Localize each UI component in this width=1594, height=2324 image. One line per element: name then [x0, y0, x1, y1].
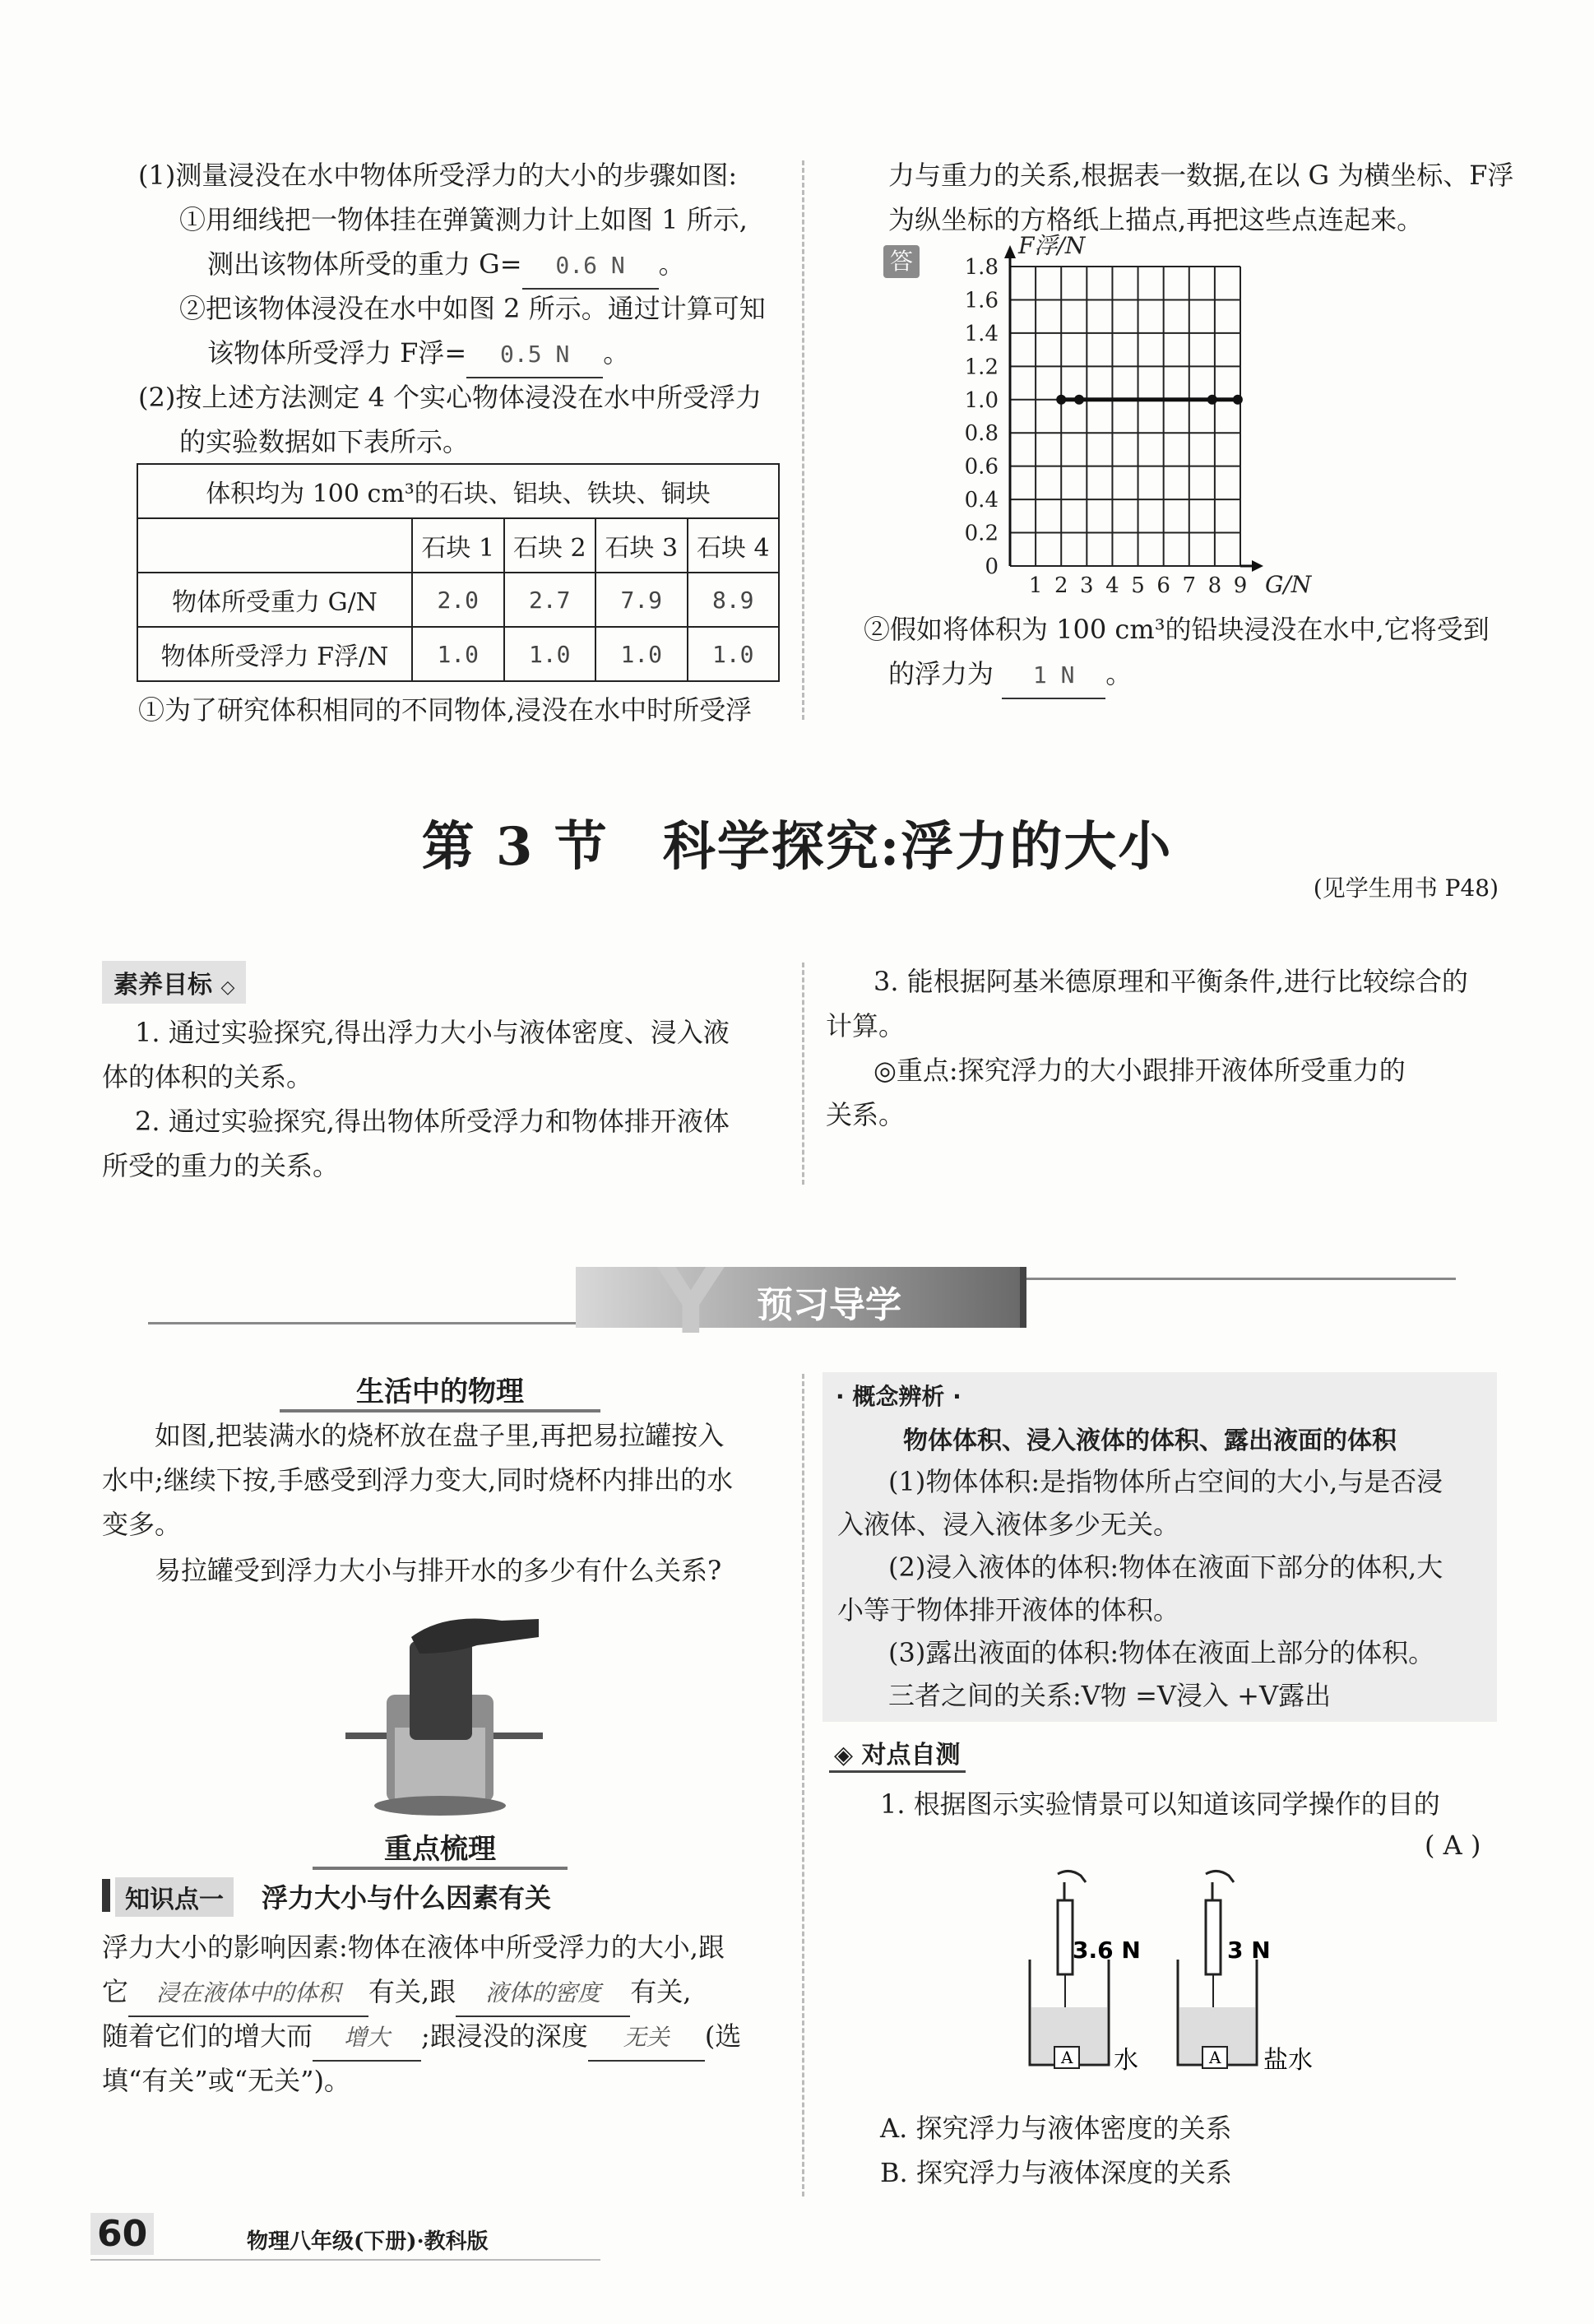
table-cell: 8.9: [688, 573, 780, 627]
data-point: [1207, 395, 1217, 405]
y-tick-label: 0.2: [964, 521, 999, 546]
x-tick-label: 5: [1131, 573, 1145, 598]
right-q2: ②假如将体积为 100 cm³的铅块浸没在水中,它将受到: [864, 614, 1490, 645]
y-tick-label: 1.8: [964, 255, 999, 280]
data-point: [1074, 395, 1084, 405]
concept-2: (2)浸入液体的体积:物体在液面下部分的体积,大: [888, 1552, 1443, 1583]
x-axis-arrow: [1252, 560, 1263, 572]
key-point: ◎重点:探究浮力的大小跟排开液体所受重力的: [873, 1055, 1406, 1086]
k1-line-1: 浮力大小的影响因素:物体在液体中所受浮力的大小,跟: [102, 1932, 725, 1963]
right-text-1: 力与重力的关系,根据表一数据,在以 G 为横坐标、F浮: [888, 160, 1514, 191]
banner: [576, 1249, 1026, 1354]
k1-line3-post: (选: [704, 2020, 742, 2052]
y-tick-label: 1.4: [964, 321, 999, 346]
life-p1: 如图,把装满水的烧杯放在盘子里,再把易拉罐按入: [155, 1420, 725, 1451]
k1-line2-post: 有关,: [630, 1976, 692, 2007]
y-tick-label: 0.6: [964, 454, 999, 480]
q2-end: 。: [1105, 658, 1133, 689]
block-label: A: [1209, 2048, 1221, 2067]
x-tick-label: 7: [1182, 573, 1197, 598]
right-q2-line: [888, 652, 1132, 699]
row-label: 物体所受重力 G/N: [137, 573, 412, 627]
reading-1: 3.6 N: [1073, 1937, 1141, 1964]
table-row: [137, 573, 779, 627]
k1-line-2: [102, 1969, 691, 2017]
table-cell: 1.0: [688, 627, 780, 681]
chart-ticks: [965, 255, 1248, 598]
table-corner: [137, 518, 412, 573]
liquid-2: 盐水: [1263, 2046, 1313, 2075]
y-tick-label: 1.0: [964, 387, 999, 413]
beaker-can-photo: [337, 1604, 551, 1818]
blank-density: 液体的密度: [456, 1971, 630, 2017]
goal-2: 2. 通过实验探究,得出物体所受浮力和物体排开液体: [135, 1106, 730, 1137]
goal-1: 1. 通过实验探究,得出浮力大小与液体密度、浸入液: [135, 1017, 730, 1048]
q2-answer-blank: 1 N: [1002, 653, 1105, 699]
life-header-text: 生活中的物理: [356, 1375, 524, 1408]
self-test-q1: 1. 根据图示实验情景可以知道该同学操作的目的: [880, 1788, 1440, 1820]
concept-1: (1)物体体积:是指物体所占空间的大小,与是否浸: [888, 1466, 1443, 1497]
q1-title: (1)测量浸没在水中物体所受浮力的大小的步骤如图:: [138, 160, 738, 191]
goal-3-cont: 计算。: [826, 1010, 906, 1041]
step1-text: ①用细线把一物体挂在弹簧测力计上如图 1 所示,: [179, 204, 748, 235]
q2-prefix: 的浮力为: [888, 658, 994, 689]
concept-title: 物体体积、浸入液体的体积、露出液面的体积: [903, 1426, 1397, 1455]
diamond-icon: ◈: [834, 1741, 854, 1770]
life-question: 易拉罐受到浮力大小与排开水的多少有什么关系?: [155, 1555, 722, 1586]
banner-letter: Y: [658, 1249, 724, 1354]
diamond-icon: ◇: [220, 977, 235, 998]
y-axis-arrow: [1004, 245, 1016, 258]
self-test-label: [829, 1734, 966, 1773]
table-header: 石块 1: [412, 518, 504, 573]
answer-tag: 答: [883, 245, 920, 278]
y-tick-label: 0.8: [964, 421, 999, 447]
y-tick-label: 1.6: [964, 288, 999, 313]
row-label: 物体所受浮力 F浮/N: [137, 627, 412, 681]
blank-increase: 增大: [313, 2016, 421, 2062]
chart-series: [1056, 395, 1243, 405]
y-tick-label: 0: [985, 554, 999, 579]
concept-1-cont: 入液体、浸入液体多少无关。: [837, 1509, 1180, 1540]
key-header: [313, 1826, 568, 1870]
goal-3: 3. 能根据阿基米德原理和平衡条件,进行比较综合的: [873, 966, 1468, 997]
block-label: A: [1061, 2048, 1073, 2067]
concept-3: (3)露出液面的体积:物体在液面上部分的体积。: [888, 1637, 1435, 1668]
table-row: [137, 627, 779, 681]
liquid-1: 水: [1114, 2046, 1138, 2075]
concept-2-cont: 小等于物体排开液体的体积。: [837, 1594, 1180, 1626]
step2-answer-blank: 0.5 N: [466, 332, 603, 378]
tail-text: ①为了研究体积相同的不同物体,浸没在水中时所受浮: [138, 694, 753, 726]
y-tick-label: 1.2: [964, 355, 999, 380]
data-point: [1056, 395, 1066, 405]
life-p2: 水中;继续下按,手感受到浮力变大,同时烧杯内排出的水: [102, 1464, 734, 1496]
data-point: [1233, 395, 1243, 405]
table-cell: 1.0: [595, 627, 688, 681]
book-title: 物理八年级(下册)·教科版: [247, 2229, 489, 2254]
life-header: [280, 1369, 600, 1412]
table-cell: 2.0: [412, 573, 504, 627]
q2-text-2: 的实验数据如下表所示。: [179, 426, 470, 457]
step1-answer-blank: 0.6 N: [522, 244, 659, 290]
life-p3: 变多。: [102, 1509, 182, 1540]
chart-xlabel: G/N: [1265, 571, 1312, 598]
k1-line3-pre: 随着它们的增大而: [102, 2020, 313, 2052]
self-test-label-text: 对点自测: [861, 1741, 961, 1770]
table-header: 石块 2: [504, 518, 596, 573]
k1-tag: 知识点一: [115, 1877, 234, 1917]
step2-text: ②把该物体浸没在水中如图 2 所示。通过计算可知: [179, 293, 766, 324]
table-cell: 1.0: [504, 627, 596, 681]
chart-grid: [1004, 245, 1263, 572]
x-tick-label: 3: [1080, 573, 1094, 598]
table-cell: 2.7: [504, 573, 596, 627]
banner-rule-right: [1020, 1278, 1456, 1280]
blank-irrelevant: 无关: [588, 2016, 705, 2062]
chart: [929, 232, 1390, 609]
step1-line: [207, 242, 685, 290]
k1-line-4: 填“有关”或“无关”)。: [102, 2065, 350, 2096]
table-caption: 体积均为 100 cm³的石块、铝块、铁块、铜块: [137, 464, 779, 518]
step1-prefix: 测出该物体所受的重力 G=: [207, 248, 522, 280]
page-number: 60: [90, 2213, 154, 2255]
k1-line3-mid: ;跟浸没的深度: [421, 2020, 588, 2052]
x-tick-label: 6: [1156, 573, 1170, 598]
footer-rule: [90, 2259, 600, 2261]
x-tick-label: 1: [1028, 573, 1043, 598]
setup-saltwater: [1178, 1871, 1313, 2075]
table-cell: 1.0: [412, 627, 504, 681]
section-ref: (见学生用书 P48): [1313, 874, 1499, 902]
step2-end: 。: [603, 337, 630, 369]
section-title: 第 3 节 科学探究:浮力的大小: [421, 816, 1173, 878]
x-tick-label: 4: [1105, 573, 1119, 598]
k1-line-3: [102, 2014, 741, 2062]
x-tick-label: 9: [1233, 573, 1248, 598]
table-header: 石块 4: [688, 518, 780, 573]
banner-rule-left: [148, 1322, 584, 1324]
concept-label: · 概念辨析 ·: [836, 1383, 961, 1410]
banner-title: 预习导学: [757, 1284, 901, 1326]
blank-volume: 浸在液体中的体积: [128, 1971, 368, 2017]
y-tick-label: 0.4: [964, 488, 999, 513]
experiment-figure: [1012, 1867, 1357, 2081]
goals-label-text: 素养目标: [114, 971, 212, 1000]
goal-2-cont: 所受的重力的关系。: [102, 1150, 340, 1181]
concept-relation: 三者之间的关系:V物 =V浸入 +V露出: [888, 1680, 1332, 1711]
right-text-2: 为纵坐标的方格纸上描点,再把这些点连起来。: [888, 204, 1424, 235]
x-tick-label: 2: [1054, 573, 1068, 598]
option-a: A. 探究浮力与液体密度的关系: [880, 2113, 1232, 2144]
goals-label: [102, 961, 246, 1004]
goal-1-cont: 体的体积的关系。: [102, 1061, 313, 1092]
x-tick-label: 8: [1207, 573, 1222, 598]
q2-text: (2)按上述方法测定 4 个实心物体浸没在水中所受浮力: [138, 382, 762, 413]
step1-end: 。: [658, 248, 685, 280]
k1-line2-pre: 它: [102, 1976, 129, 2007]
k1-bar: [102, 1879, 110, 1912]
key-point-cont: 关系。: [826, 1099, 906, 1130]
k1-line2-mid: 有关,跟: [368, 1976, 456, 2007]
reading-2: 3 N: [1227, 1937, 1271, 1964]
step2-prefix: 该物体所受浮力 F浮=: [207, 337, 467, 369]
key-header-text: 重点梳理: [384, 1833, 496, 1866]
option-b: B. 探究浮力与液体深度的关系: [880, 2157, 1232, 2188]
step2-line: [207, 331, 629, 378]
setup-water: [1030, 1871, 1141, 2075]
self-test-answer: ( A ): [1425, 1830, 1481, 1861]
chart-ylabel: F浮/N: [1018, 232, 1086, 259]
table-header: 石块 3: [595, 518, 688, 573]
data-table: [137, 463, 780, 682]
k1-title: 浮力大小与什么因素有关: [262, 1882, 552, 1913]
table-cell: 7.9: [595, 573, 688, 627]
